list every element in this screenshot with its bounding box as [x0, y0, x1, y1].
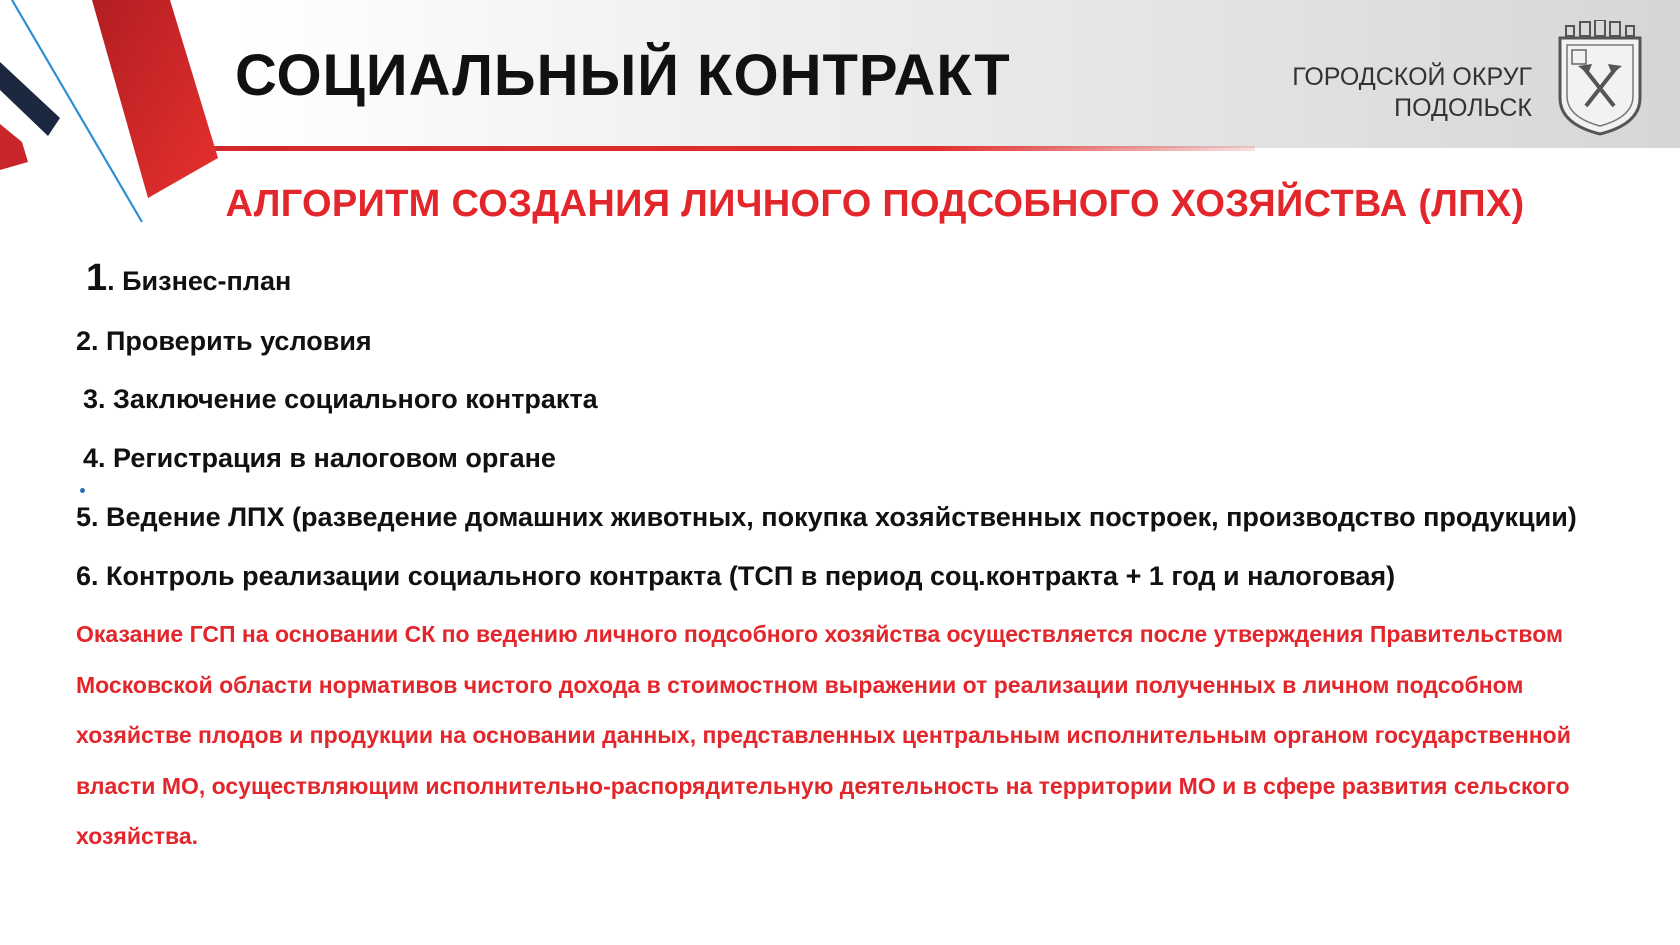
page-title: СОЦИАЛЬНЫЙ КОНТРАКТ — [235, 43, 1011, 108]
org-name-line2: ПОДОЛЬСК — [1394, 94, 1532, 122]
step-5: 5. Ведение ЛПХ (разведение домашних животных, покупка хозяйственных построек, производство продукции) — [76, 502, 1577, 532]
org-name-line1: ГОРОДСКОЙ ОКРУГ — [1292, 63, 1532, 91]
step-3: 3. Заключение социального контракта — [83, 384, 598, 414]
step-4: 4. Регистрация в налоговом органе — [83, 443, 556, 473]
note-line: хозяйства. — [76, 823, 199, 849]
step-2: 2. Проверить условия — [76, 326, 372, 356]
note-line: Оказание ГСП на основании СК по ведению личного подсобного хозяйства осуществляется после утверждения Правительством — [76, 621, 1563, 647]
note-line: хозяйстве плодов и продукции на основании данных, представленных центральным исполнительным органом государственной — [76, 722, 1571, 748]
funding-note — [76, 609, 1656, 862]
step-6: 6. Контроль реализации социального контракта (ТСП в период соц.контракта + 1 год и налоговая) — [76, 561, 1396, 591]
org-name — [1292, 62, 1532, 124]
step-1-number: 1 — [86, 257, 108, 299]
note-line: Московской области нормативов чистого дохода в стоимостном выражении от реализации полученных в личном подсобном — [76, 671, 1524, 698]
header-red-rule — [195, 146, 1255, 151]
step-1-text: . Бизнес-план — [107, 266, 292, 296]
coat-of-arms-emblem-icon — [1552, 20, 1648, 136]
note-line: власти МО, осуществляющим исполнительно-распорядительную деятельность на территории МО и в сфере развития сельского — [76, 772, 1570, 799]
subtitle: АЛГОРИТМ СОЗДАНИЯ ЛИЧНОГО ПОДСОБНОГО ХОЗЯЙСТВА (ЛПХ) — [225, 183, 1525, 225]
bullet-dot — [80, 488, 85, 493]
step-1 — [86, 257, 291, 300]
